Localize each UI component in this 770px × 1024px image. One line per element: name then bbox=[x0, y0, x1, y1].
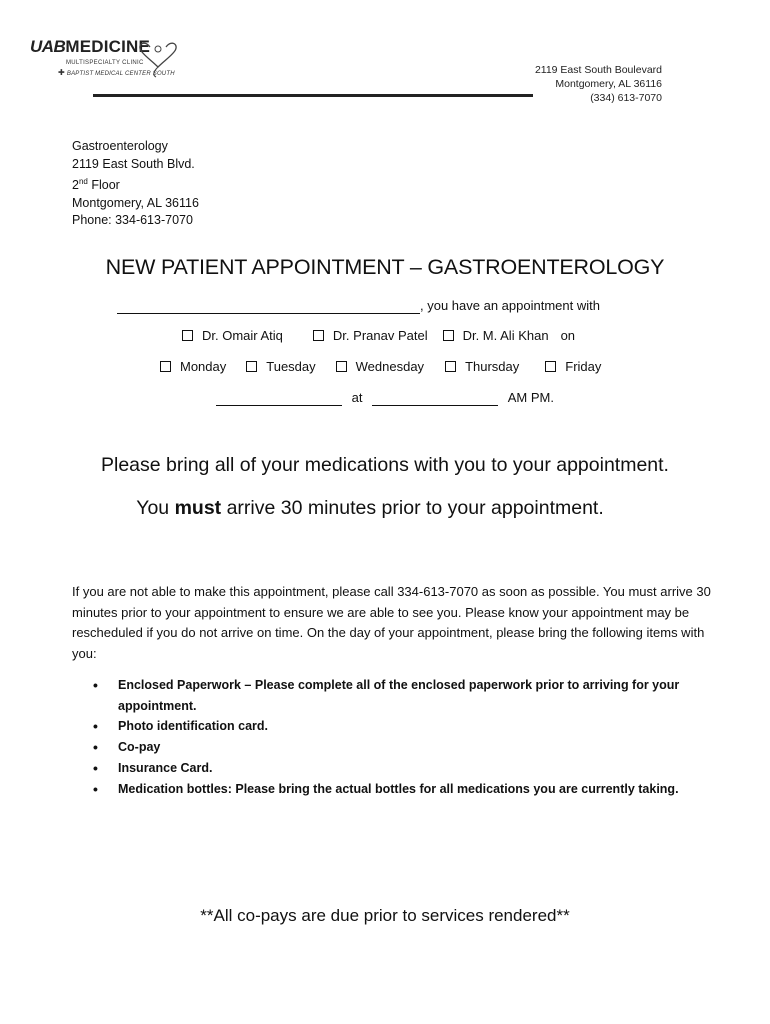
clinic-address-block bbox=[72, 138, 199, 230]
arrival-notice bbox=[0, 497, 740, 520]
logo-subtitle-clinic: MULTISPECIALTY CLINIC bbox=[66, 60, 144, 66]
list-item: • Enclosed Paperwork – Please complete all of the enclosed paperwork prior to arriving for your appointment. bbox=[93, 675, 693, 716]
logo-wordmark bbox=[30, 37, 150, 57]
day-label: Friday bbox=[565, 359, 602, 374]
doctor-option-atiq[interactable] bbox=[182, 328, 283, 343]
header-address bbox=[535, 63, 662, 105]
checkbox[interactable] bbox=[160, 361, 171, 372]
day-label: Tuesday bbox=[266, 359, 316, 374]
list-item: • Insurance Card. bbox=[93, 758, 693, 779]
on-text: on bbox=[560, 328, 576, 343]
logo-brand-suffix: MEDICINE bbox=[65, 37, 151, 56]
doctor-option-patel[interactable] bbox=[313, 328, 428, 343]
day-label: Wednesday bbox=[355, 359, 425, 374]
doctor-options bbox=[182, 328, 575, 343]
instructions-paragraph: If you are not able to make this appointment, please call 334-613-7070 as soon as possible. You must arrive 30 minutes prior to your appointment to ensure we are able to see you. Please know your appointment may be rescheduled if you do not arrive on time. On the day of your appointment, please bring the following items with you: bbox=[72, 584, 711, 661]
checkbox[interactable] bbox=[445, 361, 456, 372]
clinic-department: Gastroenterology bbox=[72, 139, 168, 153]
day-option-thursday[interactable] bbox=[445, 359, 519, 374]
clinic-city: Montgomery, AL 36116 bbox=[72, 195, 199, 210]
am-pm-text: AM PM. bbox=[507, 390, 554, 405]
doctor-label: Dr. Omair Atiq bbox=[202, 328, 283, 343]
page-title: NEW PATIENT APPOINTMENT – GASTROENTEROLOGY bbox=[105, 255, 665, 279]
day-options bbox=[160, 359, 601, 374]
checkbox[interactable] bbox=[246, 361, 257, 372]
date-field[interactable] bbox=[216, 390, 342, 406]
patient-name-field[interactable] bbox=[117, 298, 420, 314]
clinic-floor-suffix: nd bbox=[78, 177, 88, 186]
day-label: Thursday bbox=[465, 359, 520, 374]
clinic-floor bbox=[72, 173, 199, 195]
day-option-monday[interactable] bbox=[160, 359, 226, 374]
checkbox[interactable] bbox=[545, 361, 556, 372]
header-city: Montgomery, AL 36116 bbox=[555, 78, 662, 90]
copay-footer: **All co-pays are due prior to services rendered** bbox=[200, 906, 570, 925]
time-line bbox=[216, 390, 554, 406]
logo-subtitle-hospital bbox=[58, 68, 175, 77]
header-street: 2119 East South Boulevard bbox=[534, 64, 662, 76]
doctor-label: Dr. Pranav Patel bbox=[332, 328, 428, 343]
clinic-floor-word: Floor bbox=[87, 178, 120, 193]
logo-hospital-name: BAPTIST MEDICAL CENTER SOUTH bbox=[66, 71, 175, 77]
arrival-notice-after: arrive 30 minutes prior to your appointment. bbox=[221, 497, 604, 519]
header-phone: (334) 613-7070 bbox=[590, 92, 662, 104]
arrival-notice-emphasis: must bbox=[174, 497, 222, 519]
header-divider bbox=[93, 94, 533, 97]
logo-brand-prefix: UAB bbox=[30, 37, 66, 56]
appointment-line bbox=[117, 298, 600, 314]
day-option-tuesday[interactable] bbox=[246, 359, 315, 374]
appointment-text: , you have an appointment with bbox=[420, 298, 600, 313]
clinic-street: 2119 East South Blvd. bbox=[72, 156, 195, 171]
day-option-friday[interactable] bbox=[545, 359, 601, 374]
day-option-wednesday[interactable] bbox=[336, 359, 424, 374]
list-item: • Photo identification card. bbox=[93, 716, 693, 737]
doctor-option-khan[interactable] bbox=[443, 328, 549, 343]
checkbox[interactable] bbox=[313, 330, 324, 341]
day-label: Monday bbox=[180, 359, 227, 374]
clinic-floor-number: 2 bbox=[72, 178, 79, 193]
clinic-phone: Phone: 334-613-7070 bbox=[72, 213, 193, 228]
uab-medicine-logo bbox=[30, 37, 175, 79]
at-text: at bbox=[351, 390, 363, 405]
list-item: • Co-pay bbox=[93, 737, 693, 758]
checkbox[interactable] bbox=[336, 361, 347, 372]
time-field[interactable] bbox=[372, 390, 498, 406]
doctor-label: Dr. M. Ali Khan bbox=[462, 328, 549, 343]
medication-notice: Please bring all of your medications with you to your appointment. bbox=[101, 454, 669, 476]
cross-icon: ✚ bbox=[58, 68, 65, 77]
checkbox[interactable] bbox=[443, 330, 454, 341]
arrival-notice-before: You bbox=[136, 497, 175, 519]
list-item: • Medication bottles: Please bring the actual bottles for all medications you are currently taking. bbox=[93, 779, 693, 800]
checkbox[interactable] bbox=[182, 330, 193, 341]
items-list bbox=[93, 675, 693, 799]
